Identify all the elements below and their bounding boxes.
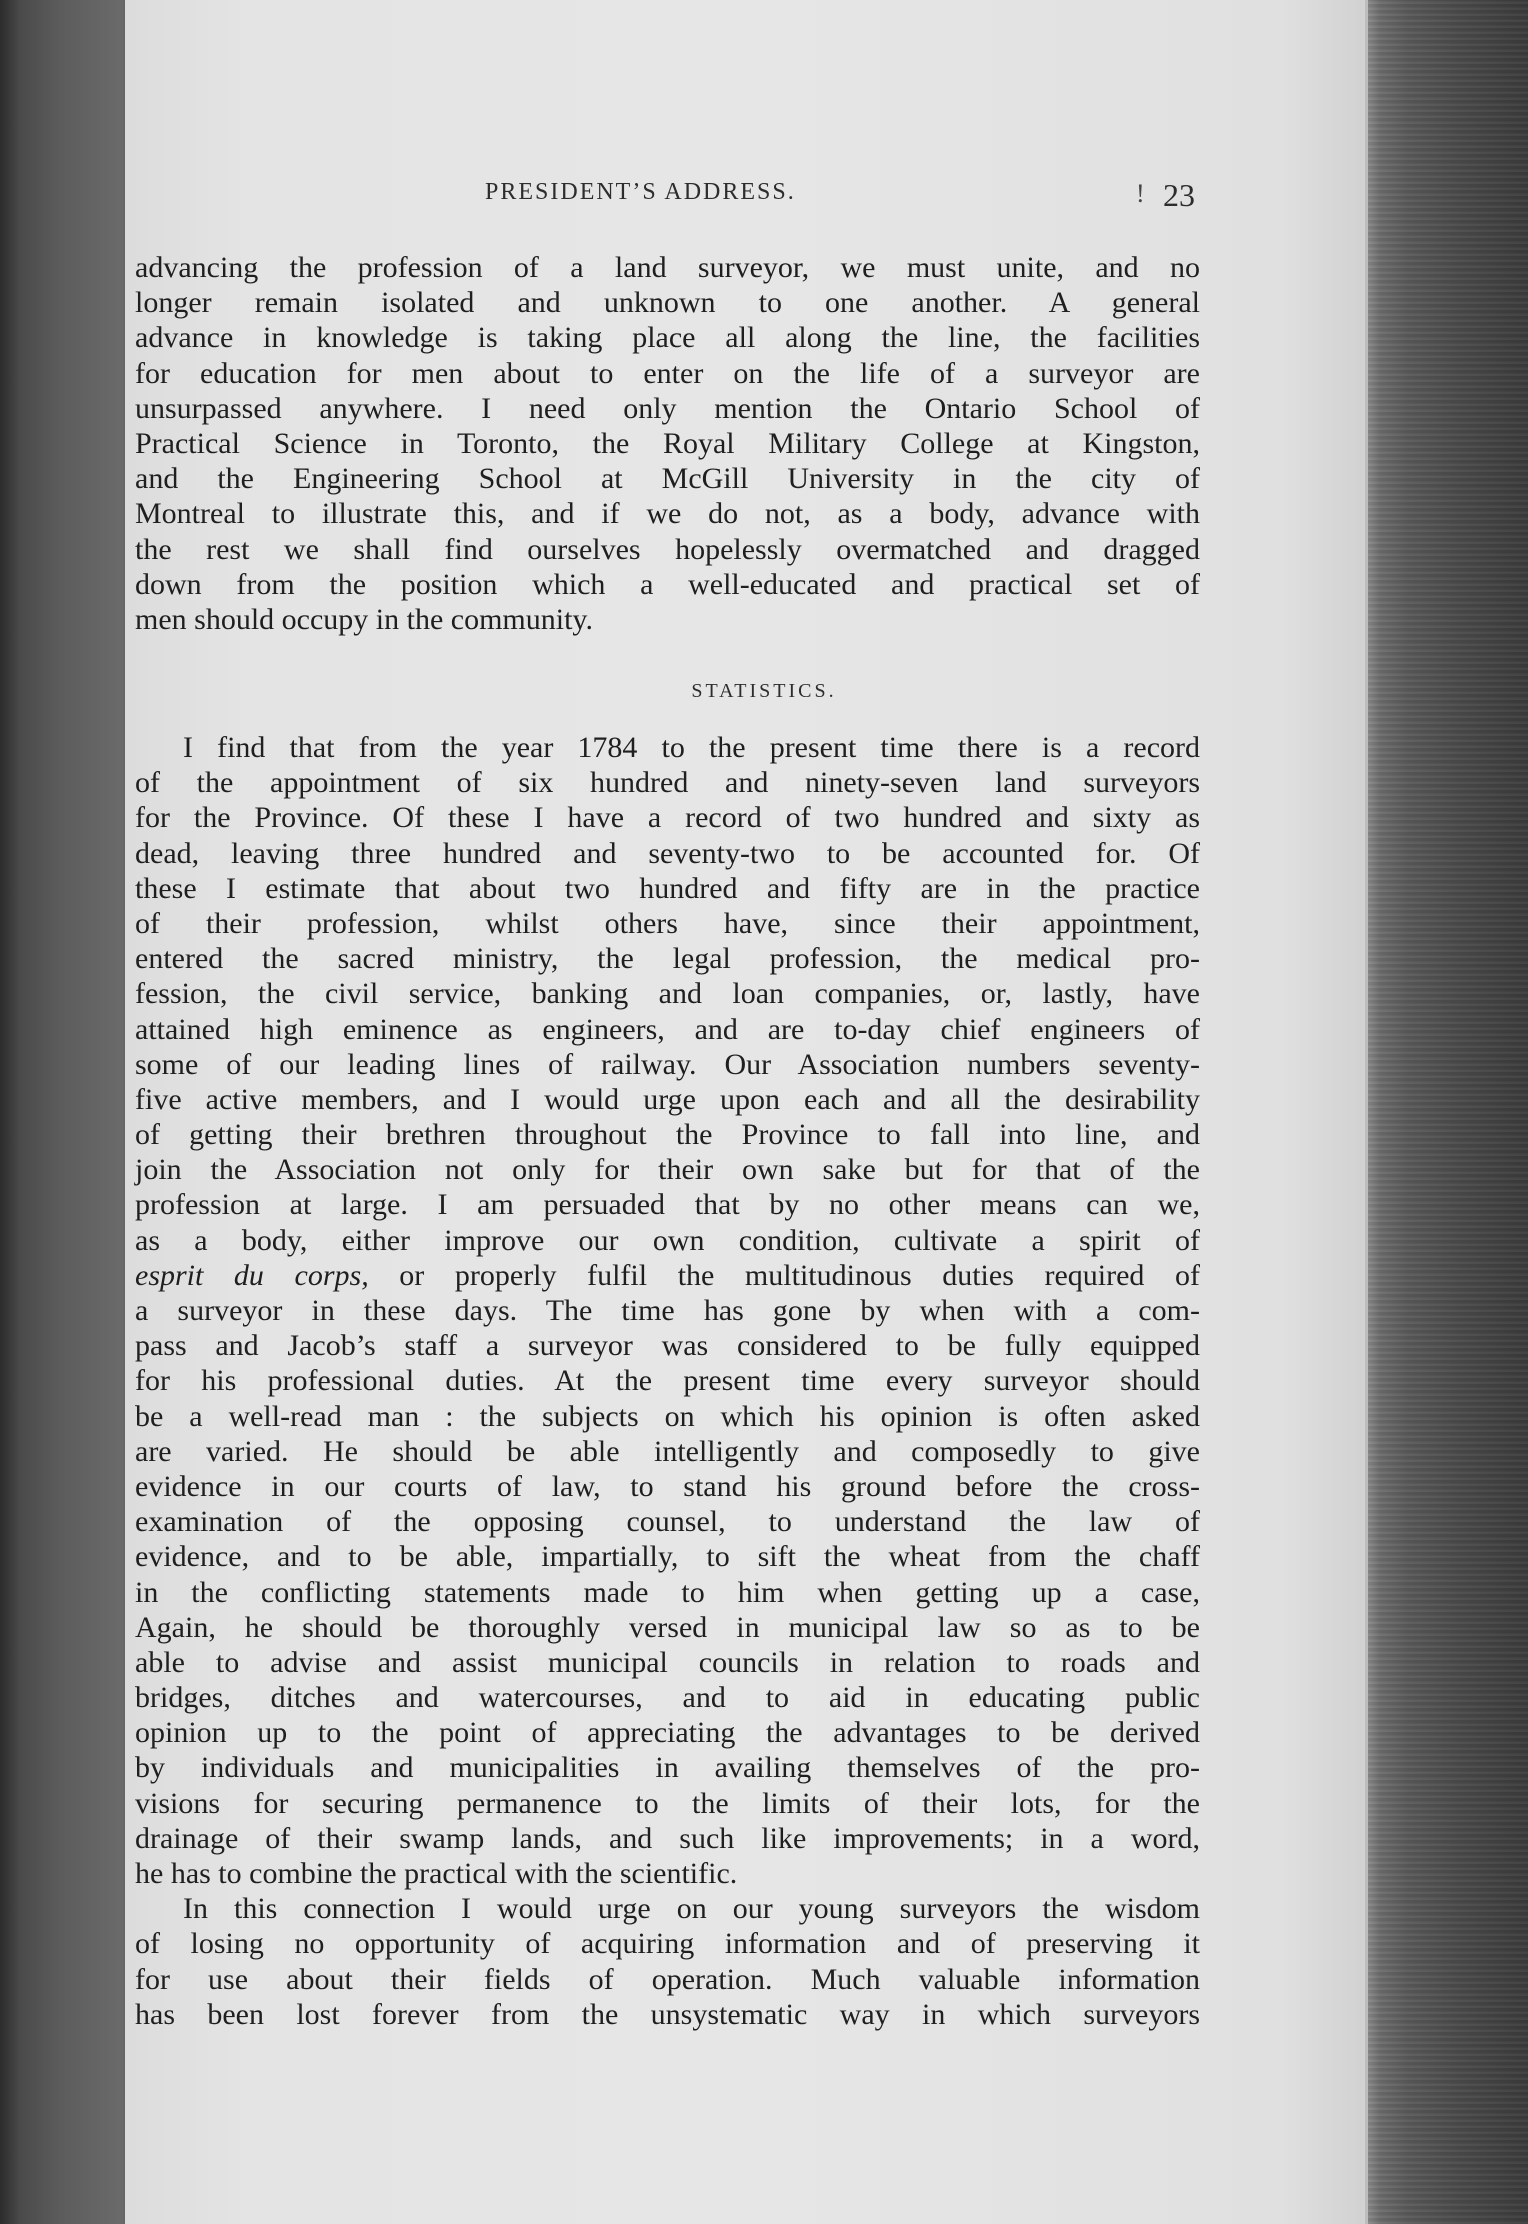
text-line: unsurpassed anywhere. I need only mention the Ontario School of (135, 391, 1200, 425)
text-line: for use about their fields of operation. Much valuable information (135, 1962, 1200, 1996)
running-head-title: PRESIDENT’S ADDRESS. (485, 179, 796, 205)
text-line: are varied. He should be able intelligently and composedly to give (135, 1434, 1200, 1468)
text-line: down from the position which a well-educated and practical set of (135, 567, 1200, 601)
statistics-body (135, 730, 1200, 2032)
paragraph-continued (135, 250, 1200, 637)
text-line: men should occupy in the community. (135, 602, 593, 636)
running-head (0, 175, 1528, 215)
text-line: for the Province. Of these I have a record of two hundred and sixty as (135, 801, 1200, 835)
text-line: be a well-read man : the subjects on which his opinion is often asked (135, 1399, 1200, 1433)
running-head-mark: ! (1136, 179, 1145, 208)
text-line: In this connection I would urge on our young surveyors the wisdom (183, 1892, 1200, 1926)
text-line: for his professional duties. At the present time every surveyor should (135, 1364, 1200, 1398)
page-number: 23 (1163, 177, 1195, 213)
text-line-with-italic (135, 1258, 1200, 1293)
text-line: entered the sacred ministry, the legal profession, the medical pro- (135, 942, 1200, 976)
text-line: in the conflicting statements made to him when getting up a case, (135, 1575, 1200, 1609)
text-line: bridges, ditches and watercourses, and to aid in educating public (135, 1681, 1200, 1715)
text-line: of getting their brethren throughout the Province to fall into line, and (135, 1118, 1200, 1152)
text-line: evidence in our courts of law, to stand his ground before the cross- (135, 1469, 1200, 1503)
book-binding-edge (1368, 0, 1528, 2224)
text-line: longer remain isolated and unknown to one another. A general (135, 286, 1200, 320)
text-line: he has to combine the practical with the scientific. (135, 1857, 738, 1890)
text-line: Montreal to illustrate this, and if we do not, as a body, advance with (135, 497, 1200, 531)
text-line: and the Engineering School at McGill University in the city of (135, 462, 1200, 496)
text-line: drainage of their swamp lands, and such like improvements; in a word, (135, 1821, 1200, 1855)
text-line: dead, leaving three hundred and seventy-two to be accounted for. Of (135, 836, 1200, 870)
text-line: opinion up to the point of appreciating the advantages to be derived (135, 1716, 1200, 1750)
text-line: of their profession, whilst others have, since their appointment, (135, 906, 1200, 940)
text-line: attained high eminence as engineers, and are to-day chief engineers of (135, 1012, 1200, 1046)
text-line: advance in knowledge is taking place all along the line, the facilities (135, 321, 1200, 355)
text-line: examination of the opposing counsel, to understand the law of (135, 1505, 1200, 1539)
text-line: of losing no opportunity of acquiring information and of preserving it (135, 1927, 1200, 1961)
text-line: fession, the civil service, banking and loan companies, or, lastly, have (135, 977, 1200, 1011)
text-line: five active members, and I would urge upon each and all the desirability (135, 1082, 1200, 1116)
text-line: for education for men about to enter on the life of a surveyor are (135, 356, 1200, 390)
text-line: profession at large. I am persuaded that by no other means can we, (135, 1188, 1200, 1222)
text-line: pass and Jacob’s staff a surveyor was considered to be fully equipped (135, 1329, 1200, 1363)
text-line: visions for securing permanence to the limits of their lots, for the (135, 1786, 1200, 1820)
text-line: I find that from the year 1784 to the present time there is a record (183, 731, 1200, 764)
text-line: Again, he should be thoroughly versed in municipal law so as to be (135, 1610, 1200, 1644)
text-line: Practical Science in Toronto, the Royal Military College at Kingston, (135, 426, 1200, 460)
section-heading-statistics: STATISTICS. (691, 680, 837, 702)
text-line: these I estimate that about two hundred and fifty are in the practice (135, 871, 1200, 905)
text-line: evidence, and to be able, impartially, to sift the wheat from the chaff (135, 1540, 1200, 1574)
text-line: join the Association not only for their own sake but for that of the (135, 1153, 1200, 1187)
text-line-remainder: or properly fulfil the multitudinous duties required of (368, 1258, 1201, 1292)
text-line: has been lost forever from the unsystematic way in which surveyors (135, 1997, 1200, 2031)
text-line: advancing the profession of a land surveyor, we must unite, and no (135, 251, 1200, 284)
text-line: of the appointment of six hundred and ninety-seven land surveyors (135, 766, 1200, 800)
text-line: able to advise and assist municipal councils in relation to roads and (135, 1645, 1200, 1679)
text-line: by individuals and municipalities in availing themselves of the pro- (135, 1751, 1200, 1785)
italic-phrase: esprit du corps, (135, 1258, 369, 1292)
text-line: as a body, either improve our own condition, cultivate a spirit of (135, 1223, 1200, 1257)
text-line: a surveyor in these days. The time has gone by when with a com- (135, 1294, 1200, 1327)
text-line: the rest we shall find ourselves hopelessly overmatched and dragged (135, 532, 1200, 566)
text-line: some of our leading lines of railway. Our Association numbers seventy- (135, 1047, 1200, 1081)
